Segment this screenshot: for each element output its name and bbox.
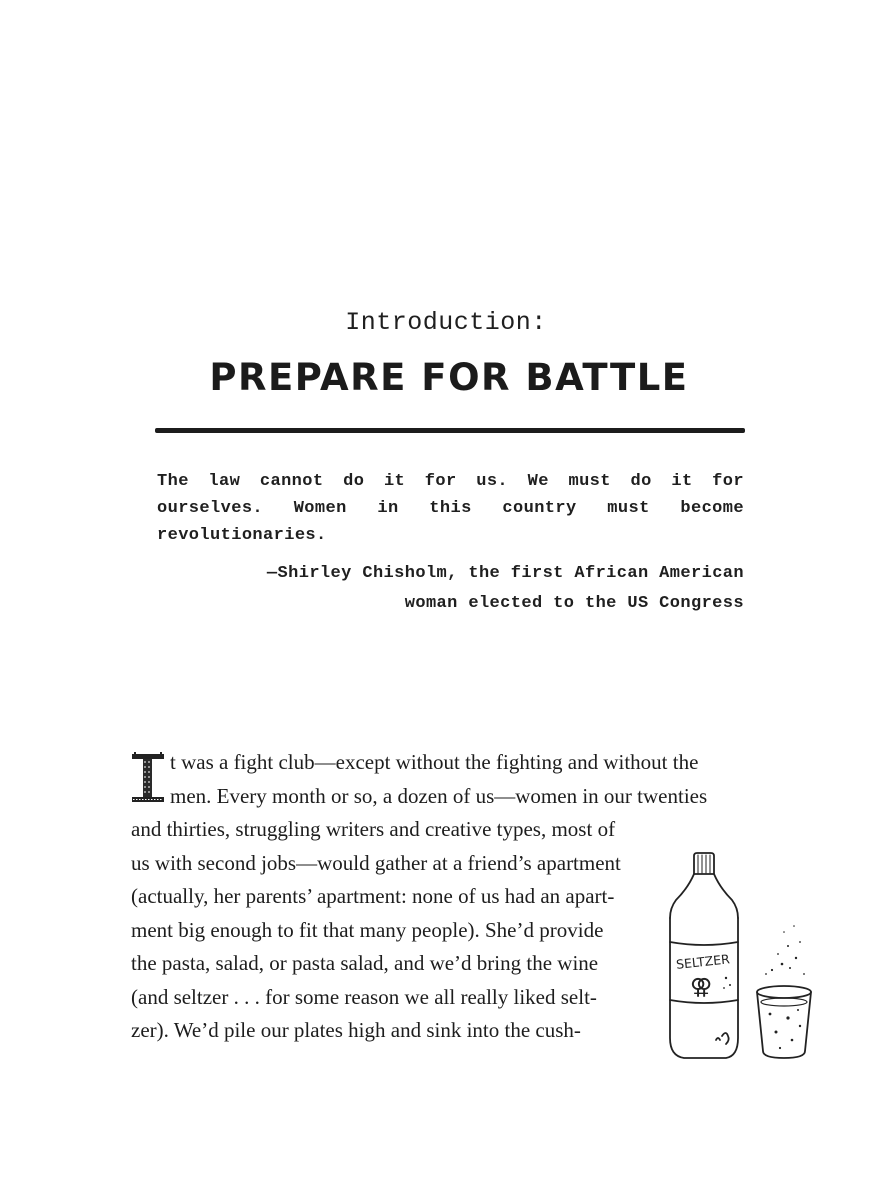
section-label: Introduction: — [345, 308, 547, 337]
title-rule — [155, 428, 745, 433]
attribution-line-1: —Shirley Chisholm, the first African American — [266, 564, 744, 583]
epigraph-attribution — [157, 559, 744, 619]
epigraph-quote: The law cannot do it for us. We must do it for ourselves. Women in this country must become revolutionaries. — [157, 472, 744, 545]
body-line: (actually, her parents’ apartment: none of us had an apart- — [131, 884, 615, 908]
body-line: us with second jobs—would gather at a friend’s apartment — [131, 850, 621, 875]
glass-icon — [757, 986, 811, 1058]
bottle-label: SELTZER — [675, 951, 731, 972]
seltzer-illustration — [660, 850, 820, 1065]
body-line: and thirties, struggling writers and creative types, most of — [131, 817, 616, 841]
venus-symbol-icon: ⚢ — [690, 975, 713, 1000]
body-line: men. Every month or so, a dozen of us—women in our twenties — [170, 783, 708, 808]
body-line: the pasta, salad, or pasta salad, and we’d bring the wine — [131, 951, 599, 975]
epigraph — [157, 468, 744, 619]
body-line: (and seltzer . . . for some reason we all really liked selt- — [131, 984, 597, 1009]
chapter-title: PREPARE FOR BATTLE — [209, 356, 689, 399]
dots-decoration — [723, 977, 731, 989]
attribution-line-2: woman elected to the US Congress — [404, 594, 744, 613]
body-line: t was a fight club—except without the fighting and without the — [170, 750, 699, 774]
body-line: zer). We’d pile our plates high and sink into the cush- — [131, 1018, 581, 1042]
body-line: ment big enough to fit that many people). She’d provide — [131, 917, 604, 942]
